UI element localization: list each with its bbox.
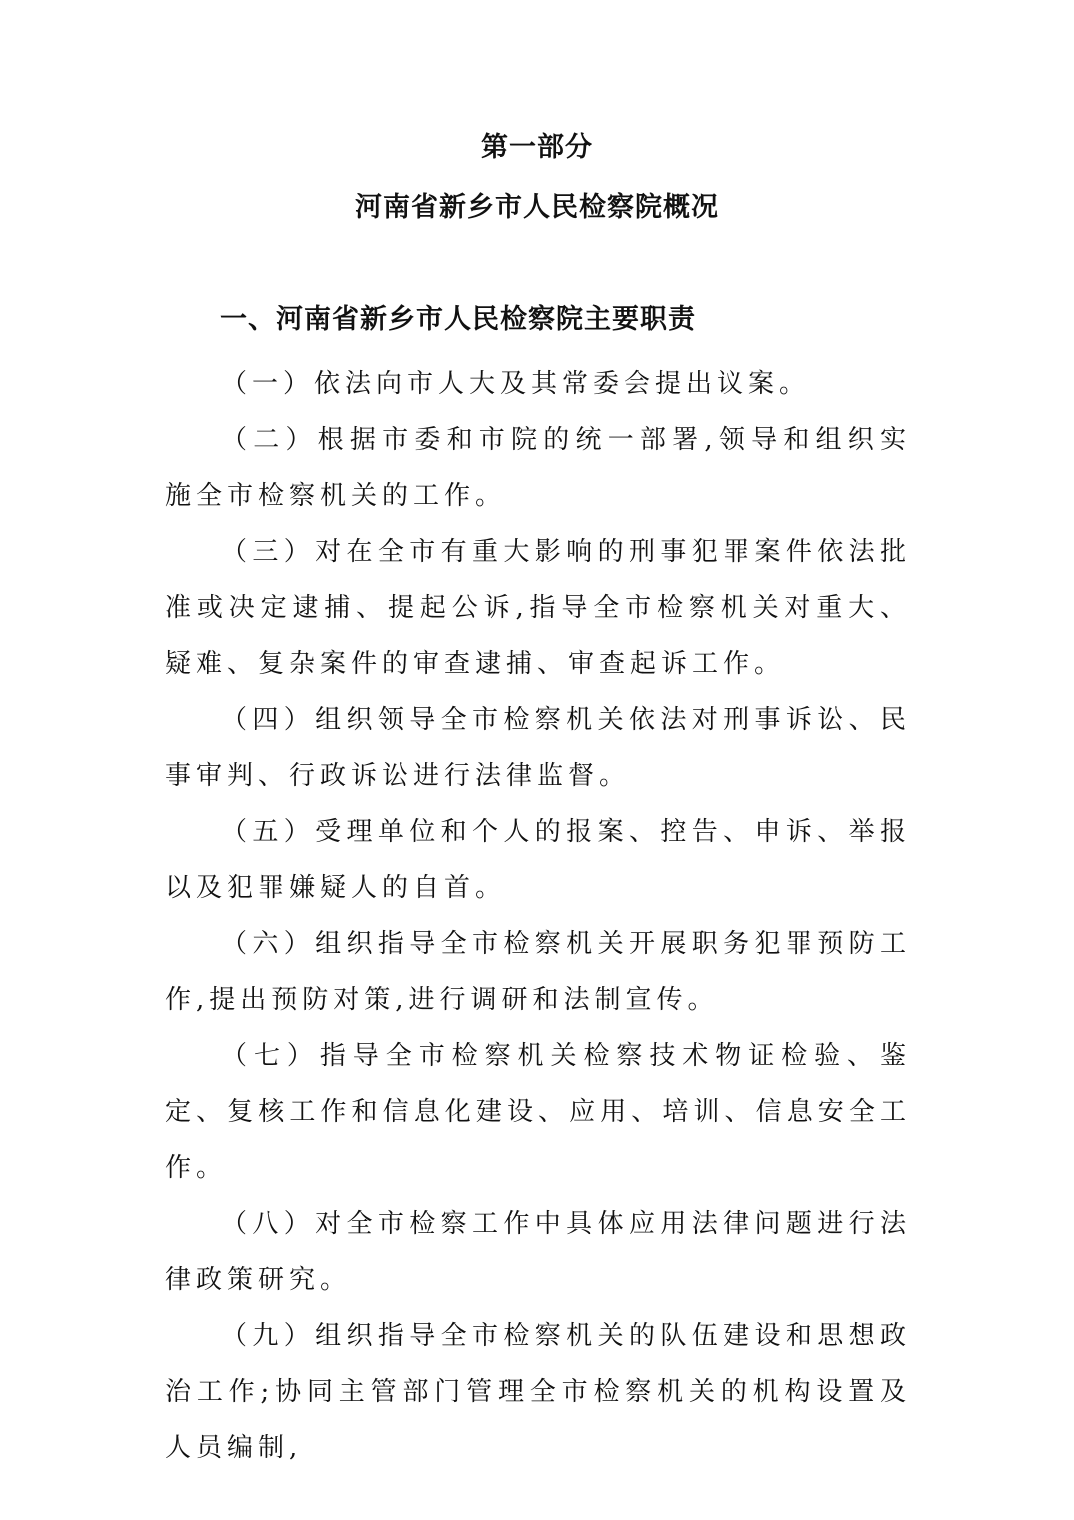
duty-paragraph-6: （六）组织指导全市检察机关开展职务犯罪预防工作,提出预防对策,进行调研和法制宣传。 [165, 929, 911, 1015]
duties-body [165, 356, 911, 1476]
duty-paragraph-3: （三）对在全市有重大影响的刑事犯罪案件依法批准或决定逮捕、提起公诉,指导全市检察机关对重大、疑难、复杂案件的审查逮捕、审查起诉工作。 [165, 537, 911, 679]
duty-paragraph-4: （四）组织领导全市检察机关依法对刑事诉讼、民事审判、行政诉讼进行法律监督。 [165, 705, 911, 791]
document-title: 河南省新乡市人民检察院概况 [355, 192, 719, 223]
duty-paragraph-7: （七）指导全市检察机关检察技术物证检验、鉴定、复核工作和信息化建设、应用、培训、信息安全工作。 [165, 1041, 911, 1183]
section-heading: 一、河南省新乡市人民检察院主要职责 [220, 304, 696, 335]
duty-paragraph-2: （二）根据市委和市院的统一部署,领导和组织实施全市检察机关的工作。 [165, 425, 911, 511]
part-title: 第一部分 [481, 132, 593, 163]
duty-paragraph-5: （五）受理单位和个人的报案、控告、申诉、举报以及犯罪嫌疑人的自首。 [165, 817, 911, 903]
duty-paragraph-1: （一）依法向市人大及其常委会提出议案。 [221, 369, 811, 399]
duty-paragraph-8: （八）对全市检察工作中具体应用法律问题进行法律政策研究。 [165, 1209, 911, 1295]
duty-paragraph-9: （九）组织指导全市检察机关的队伍建设和思想政治工作;协同主管部门管理全市检察机关的机构设置及人员编制, [165, 1321, 911, 1463]
